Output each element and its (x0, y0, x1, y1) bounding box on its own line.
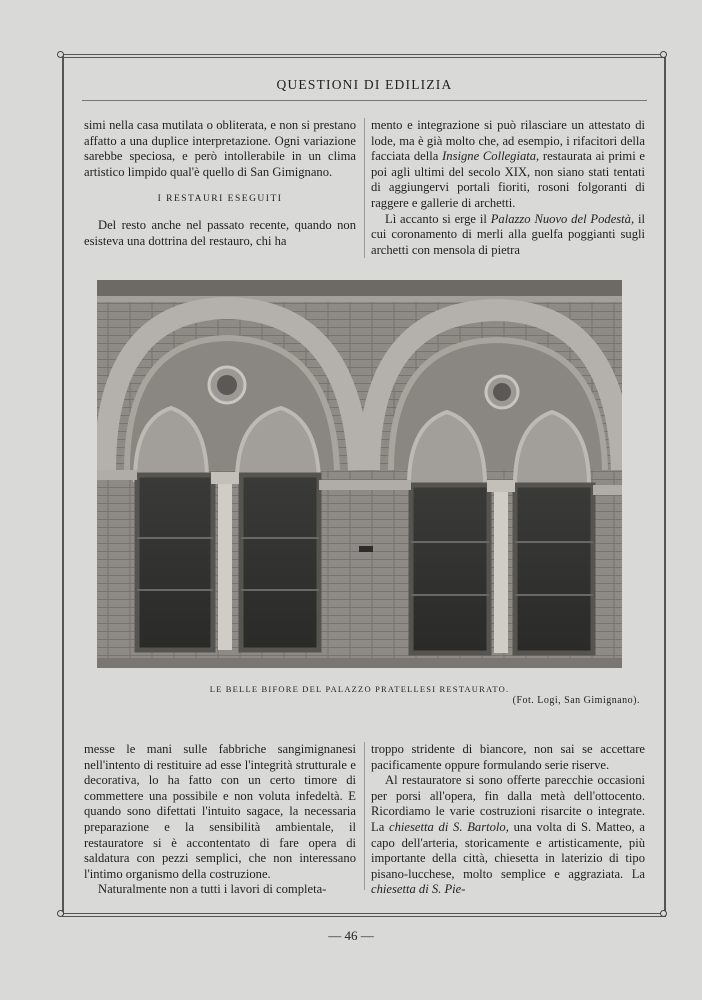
paragraph: troppo stridente di biancore, non sai se accettare pacificamente oppure formulando serie riserve. (371, 742, 645, 772)
paragraph: Del resto anche nel passato recente, quando non esisteva una dottrina del restauro, chi ha (84, 217, 356, 248)
section-subheading: I RESTAURI ESEGUITI (157, 194, 283, 205)
frame-corner-ornament (57, 910, 64, 917)
paragraph: mento e integrazione si può rilasciare un attestato di lode, ma è già molto che, ad esempio, i rifacitori della facciata della Insigne Collegiata, restaurata ai primi e poi agli ultimi del secolo XIX, non siano stati tentati di aggiungervi portali fioriti, rosoni folgoranti di raggere e gallerie di archetti. (371, 118, 646, 210)
paragraph: simi nella casa mutilata o obliterata, e non si prestano affatto a una duplice interpretazione. Ogni variazione sarebbe speciosa, e però intollerabile in un clima artistico limpido qual'è quello di San Gimignano. (84, 118, 356, 179)
paragraph: messe le mani sulle fabbriche sangimignanesi nell'intento di restituire ad esse l'integrità strutturale e decorativa, lo ha fatto con un certo timore di commettere una possibile e non voluta infedeltà. E quando sono difettati l'intuito sagace, la necessaria preparazione e la sensibilità ambientale, il restauratore si è accontentato di fare opera di saldatura con pezzi semplici, che non interessano l'intimo organismo della costruzione. (84, 742, 356, 881)
left-column-bottom (84, 742, 356, 898)
frame-corner-ornament (660, 910, 667, 917)
paragraph: Lì accanto si erge il Palazzo Nuovo del Podestà, il cui coronamento di merli alla guelfa poggianti sugli archetti con mensola di pietra (371, 211, 645, 257)
column-divider (364, 742, 365, 890)
bifore-illustration (97, 280, 622, 668)
top-frame-rule (62, 54, 666, 58)
facade-photograph (97, 280, 622, 668)
header-rule (82, 100, 647, 101)
paragraph: Al restauratore si sono offerte parecchie occasioni per porsi all'opera, fin dalla metà dell'ottocento. Ricordiamo le varie costruzioni risarcite o integrate. La chiesetta di S. Bartolo, una volta di S. Matteo, a capo dell'arteria, storicamente e artisticamente, più importante della città, chiesetta in laterizio di tipo pisano-lucchese, molto semplice e aggraziata. La chiesetta di S. Pie- (371, 773, 646, 897)
left-column-top (84, 118, 356, 249)
photo-credit: (Fot. Logi, San Gimignano). (512, 695, 640, 706)
bottom-frame-rule (62, 913, 666, 917)
paragraph: Naturalmente non a tutti i lavori di completa- (98, 882, 327, 897)
frame-corner-ornament (57, 51, 64, 58)
right-column-bottom (371, 742, 645, 898)
right-column-top (371, 118, 645, 258)
figure-caption: LE BELLE BIFORE DEL PALAZZO PRATELLESI RESTAURATO. (209, 684, 510, 694)
running-header: QUESTIONI DI EDILIZIA (276, 77, 453, 92)
left-frame-rule (62, 55, 64, 915)
column-divider (364, 118, 365, 258)
page-number: — 46 — (328, 928, 374, 943)
frame-corner-ornament (660, 51, 667, 58)
right-frame-rule (664, 55, 666, 915)
